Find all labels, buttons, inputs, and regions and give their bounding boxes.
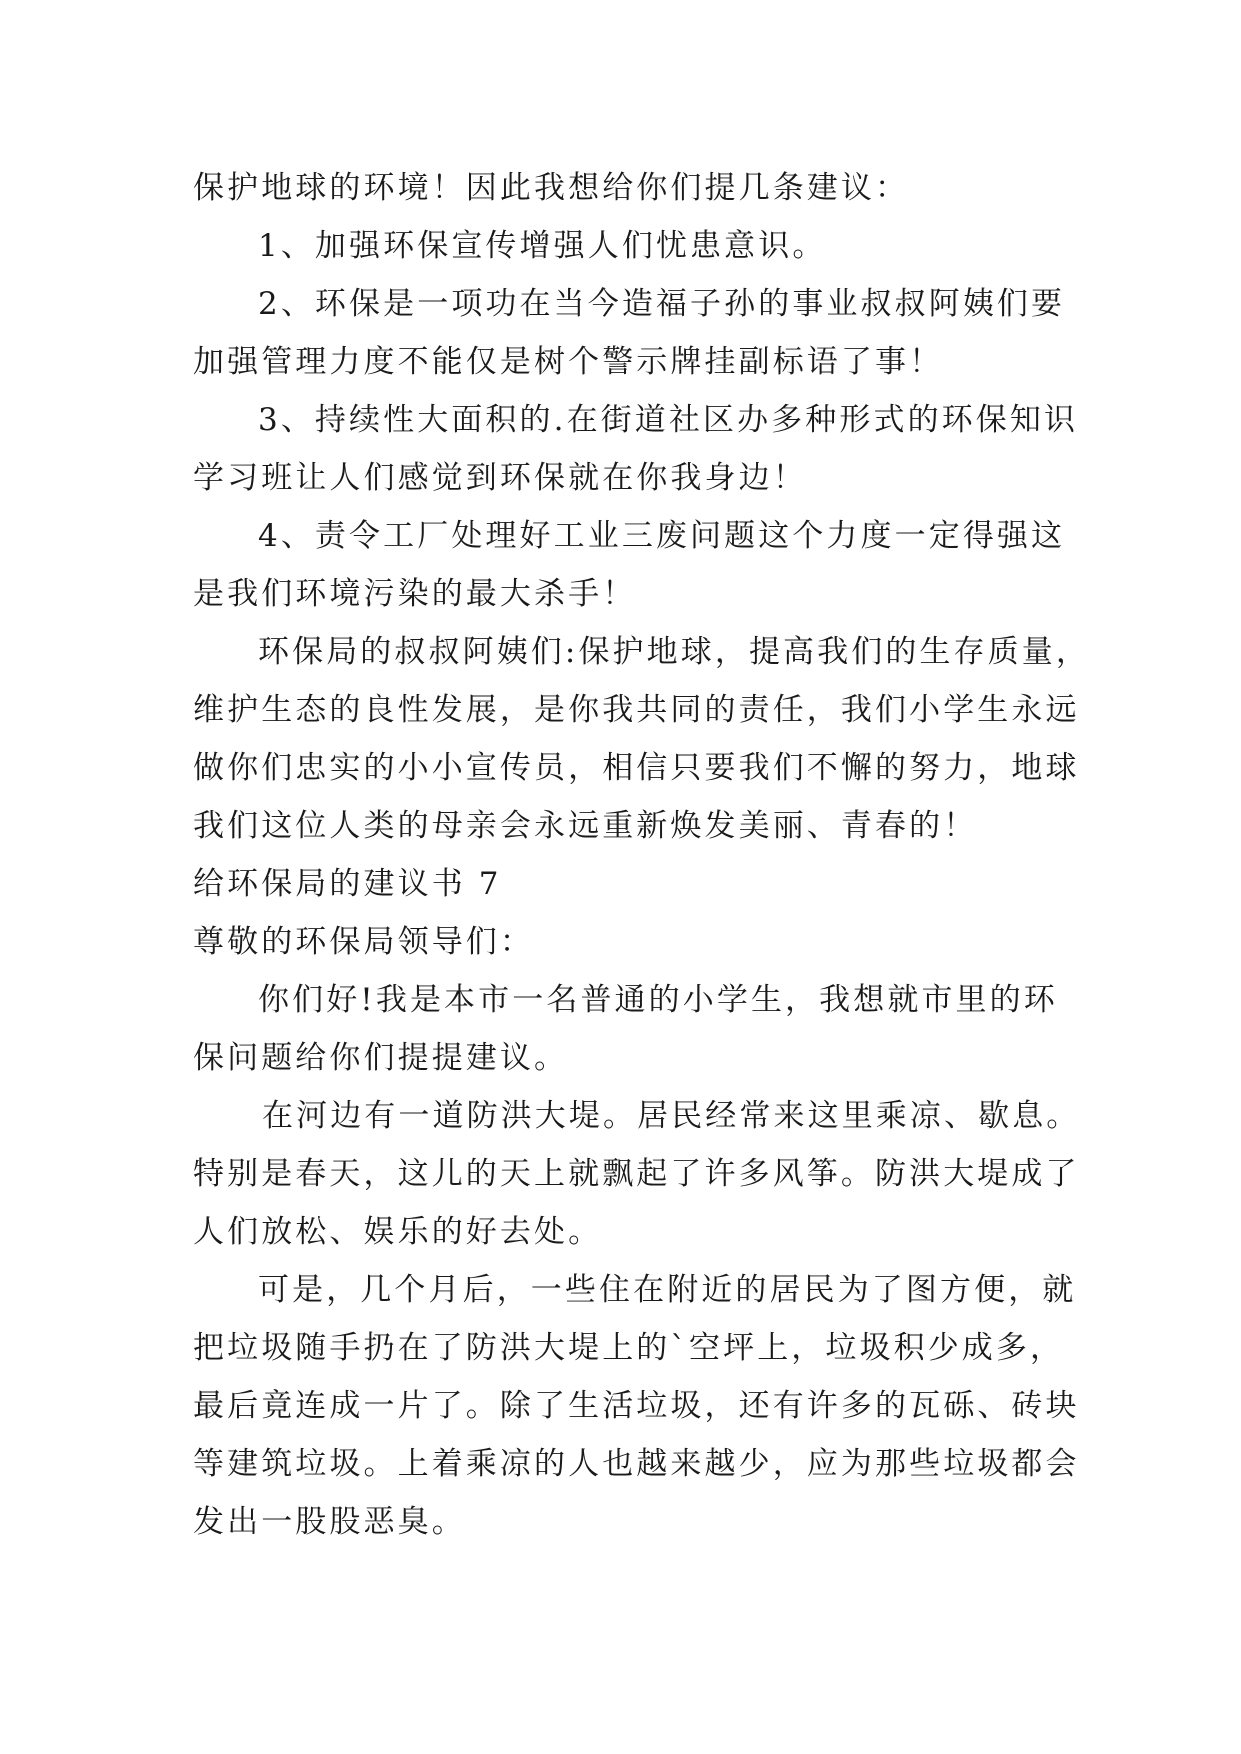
text-line: 学习班让人们感觉到环保就在你我身边！: [193, 460, 807, 496]
text-line: 保问题给你们提提建议。: [193, 1040, 569, 1076]
list-item: 2、环保是一项功在当今造福子孙的事业叔叔阿姨们要: [258, 286, 1066, 322]
paragraph-start: 你们好!我是本市一名普通的小学生，我想就市里的环: [258, 982, 1058, 1018]
text-line: 发出一股股恶臭。: [193, 1504, 466, 1540]
text-line: 最后竟连成一片了。除了生活垃圾，还有许多的瓦砾、砖块: [193, 1388, 1080, 1424]
list-item: 1、加强环保宣传增强人们忧患意识。: [258, 228, 827, 264]
list-item: 4、责令工厂处理好工业三废问题这个力度一定得强这: [258, 518, 1066, 554]
text-line: 加强管理力度不能仅是树个警示牌挂副标语了事！: [193, 344, 944, 380]
text-line: 维护生态的良性发展，是你我共同的责任，我们小学生永远: [193, 692, 1080, 728]
text-line: 我们这位人类的母亲会永远重新焕发美丽、青春的！: [193, 808, 978, 844]
paragraph-start: 可是，几个月后，一些住在附近的居民为了图方便，就: [258, 1272, 1077, 1308]
text-line: 保护地球的环境！因此我想给你们提几条建议：: [193, 170, 910, 206]
section-title: 给环保局的建议书 7: [193, 866, 502, 902]
text-line: 做你们忠实的小小宣传员，相信只要我们不懈的努力，地球: [193, 750, 1080, 786]
paragraph-start: 环保局的叔叔阿姨们:保护地球，提高我们的生存质量，: [258, 634, 1090, 670]
text-line: 人们放松、娱乐的好去处。: [193, 1214, 603, 1250]
salutation: 尊敬的环保局领导们：: [193, 924, 534, 960]
list-item: 3、持续性大面积的.在街道社区办多种形式的环保知识: [258, 402, 1079, 438]
text-line: 把垃圾随手扔在了防洪大堤上的`空坪上，垃圾积少成多，: [193, 1330, 1065, 1366]
text-line: 是我们环境污染的最大杀手！: [193, 576, 637, 612]
text-line: 等建筑垃圾。上着乘凉的人也越来越少，应为那些垃圾都会: [193, 1446, 1080, 1482]
paragraph-start: 在河边有一道防洪大堤。居民经常来这里乘凉、歇息。: [262, 1098, 1081, 1134]
text-line: 特别是春天，这儿的天上就飘起了许多风筝。防洪大堤成了: [193, 1156, 1080, 1192]
